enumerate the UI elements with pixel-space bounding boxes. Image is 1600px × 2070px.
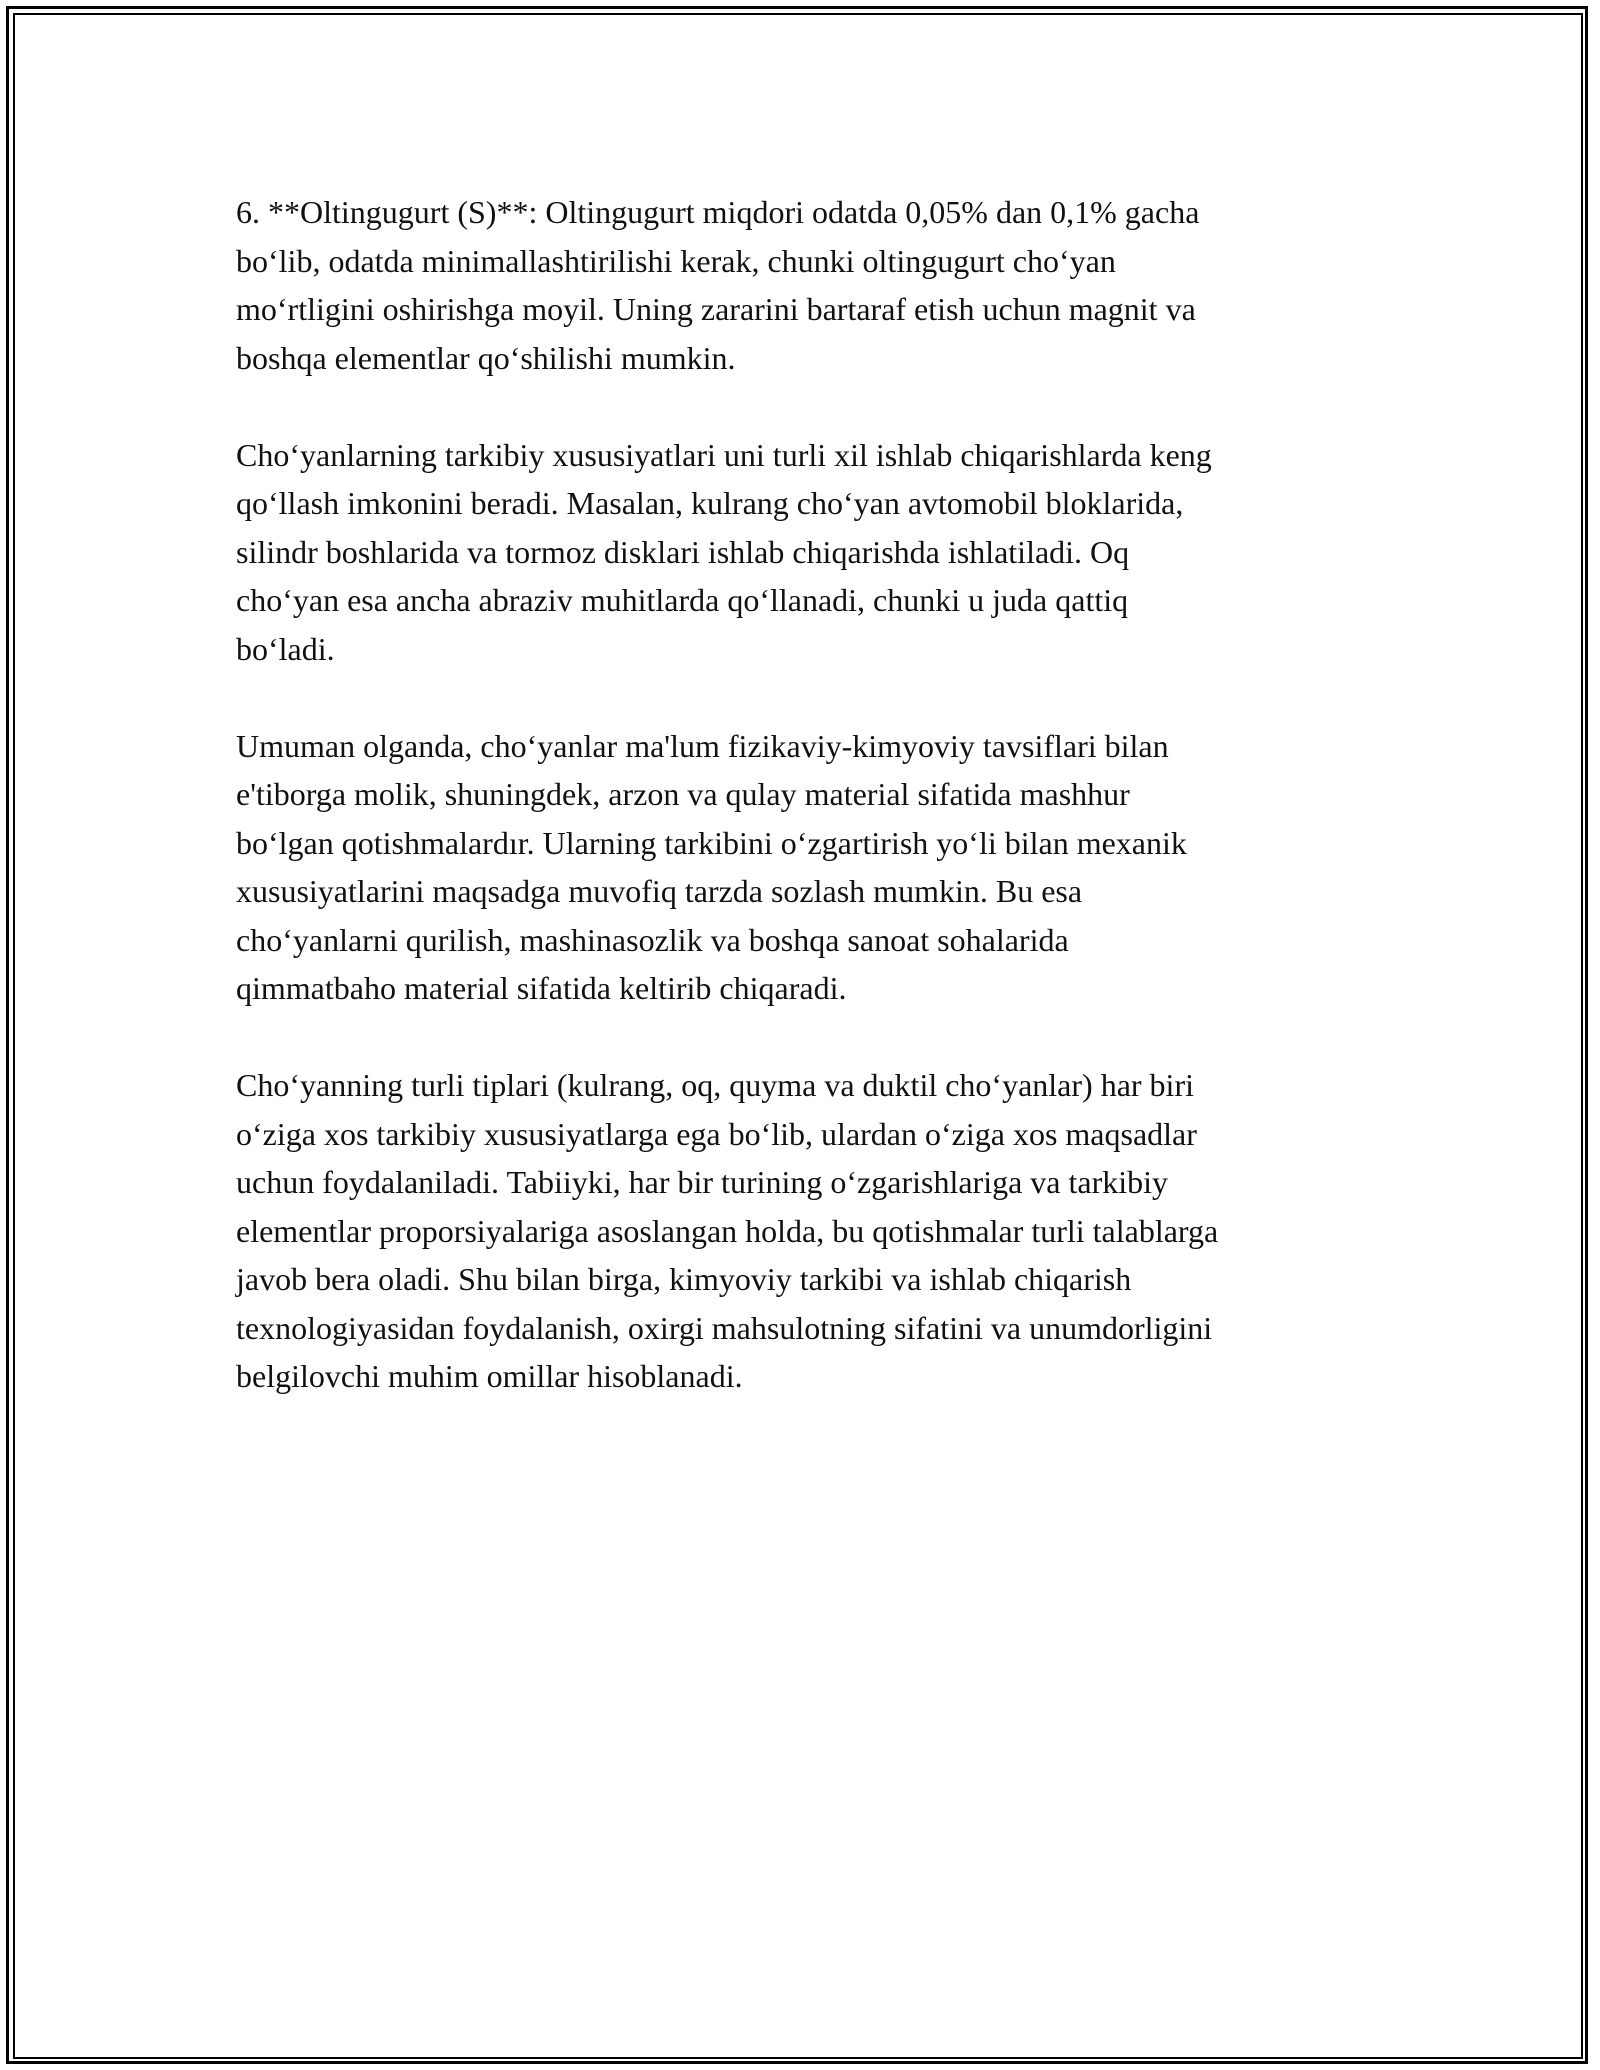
text-line: qimmatbaho material sifatida keltirib chiqaradi.: [236, 970, 847, 1006]
text-line: Umuman olganda, cho‘yanlar ma'lum fizikaviy-kimyoviy tavsiflari bilan: [236, 727, 1169, 764]
text-line: belgilovchi muhim omillar hisoblanadi.: [236, 1358, 743, 1394]
text-line: silindr boshlarida va tormoz disklari ishlab chiqarishda ishlatiladi. Oq: [236, 533, 1130, 570]
paragraph-summary: [236, 722, 1366, 1013]
paragraph-types: [236, 1061, 1366, 1401]
text-line: javob bera oladi. Shu bilan birga, kimyoviy tarkibi va ishlab chiqarish: [236, 1261, 1132, 1297]
text-line: e'tiborga molik, shuningdek, arzon va qulay material sifatida mashhur: [236, 776, 1130, 812]
text-line: mo‘rtligini oshirishga moyil. Uning zararini bartaraf etish uchun magnit va: [236, 291, 1196, 327]
paragraph-sulfur: [236, 188, 1366, 382]
text-line: bo‘ladi.: [236, 630, 335, 667]
text-line: texnologiyasidan foydalanish, oxirgi mahsulotning sifatini va unumdorligini: [236, 1309, 1213, 1346]
text-line: bo‘lib, odatda minimallashtirilishi kerak, chunki oltingugurt cho‘yan: [236, 242, 1116, 279]
document-body: [236, 188, 1366, 1449]
text-line: 6. **Oltingugurt (S)**: Oltingugurt miqdori odatda 0,05% dan 0,1% gacha: [236, 194, 1200, 230]
text-line: o‘ziga xos tarkibiy xususiyatlarga ega bo‘lib, ulardan o‘ziga xos maqsadlar: [236, 1115, 1197, 1152]
text-line: bo‘lgan qotishmalardır. Ularning tarkibini o‘zgartirish yo‘li bilan mexanik: [236, 824, 1187, 861]
text-line: cho‘yanlarni qurilish, mashinasozlik va boshqa sanoat sohalarida: [236, 921, 1069, 958]
text-line: boshqa elementlar qo‘shilishi mumkin.: [236, 339, 736, 376]
text-line: cho‘yan esa ancha abraziv muhitlarda qo‘llanadi, chunki u juda qattiq: [236, 582, 1129, 618]
text-line: uchun foydalaniladi. Tabiiyki, har bir turining o‘zgarishlariga va tarkibiy: [236, 1164, 1169, 1200]
text-line: xususiyatlarini maqsadga muvofiq tarzda sozlash mumkin. Bu esa: [236, 873, 1083, 909]
text-line: qo‘llash imkonini beradi. Masalan, kulrang cho‘yan avtomobil bloklarida,: [236, 485, 1184, 521]
paragraph-applications: [236, 431, 1366, 674]
text-line: elementlar proporsiyalariga asoslangan holda, bu qotishmalar turli talablarga: [236, 1212, 1219, 1249]
text-line: Cho‘yanning turli tiplari (kulrang, oq, quyma va duktil cho‘yanlar) har biri: [236, 1067, 1194, 1103]
text-line: Cho‘yanlarning tarkibiy xususiyatlari uni turli xil ishlab chiqarishlarda keng: [236, 436, 1212, 473]
